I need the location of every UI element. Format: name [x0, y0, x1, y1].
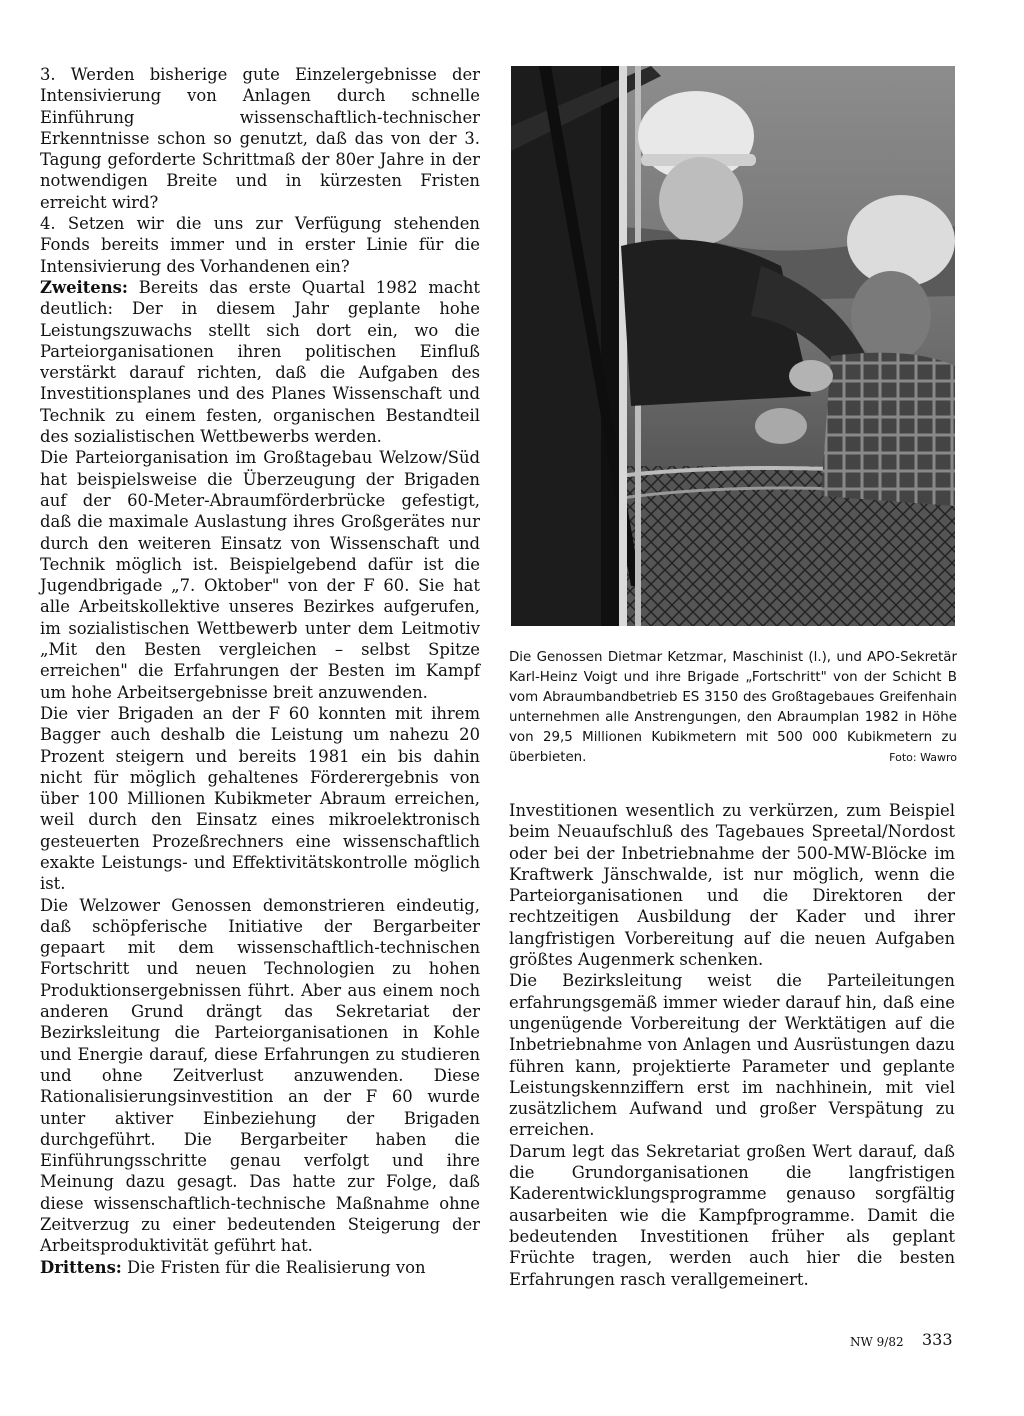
right-text-column [509, 800, 955, 1290]
paragraph: Die vier Brigaden an der F 60 konnten mit ihrem Bagger auch deshalb die Leistung um nahezu 20 Prozent steigern und bereits 1981 ein bis dahin nicht für möglich gehaltenes Förderergebnis von über 100 Millionen Kubikmeter Abraum erreichen, weil durch den Einsatz eines mikroelektronisch gesteuerten Prozeßrechners eine wissenschaftlich exakte Leistungs- und Effektivitätskontrolle möglich ist. [40, 703, 480, 894]
paragraph: Die Parteiorganisation im Großtagebau Welzow/Süd hat beispielsweise die Überzeugung der Brigaden auf der 60-Meter-Abraumförderbrücke gefestigt, daß die maximale Auslastung ihres Großgerätes nur durch den weiteren Einsatz von Wissenschaft und Technik möglich ist. Beispielgebend dafür ist die Jugendbrigade „7. Oktober" von der F 60. Sie hat alle Arbeitskollektive unseres Bezirkes aufgerufen, im sozialistischen Wettbewerb unter dem Leitmotiv „Mit den Besten vergleichen – selbst Spitze erreichen" die Erfahrungen der Besten im Kampf um hohe Arbeitsergebnisse breit anzuwenden. [40, 448, 480, 702]
paragraph [40, 1257, 480, 1278]
paragraph [40, 277, 480, 447]
caption-body: Die Genossen Dietmar Ketzmar, Maschinist (l.), und APO-Sekretär Karl-Heinz Voigt und ihre Brigade „Fortschritt" von der Schicht B vom Abraumbandbetrieb ES 3150 des Großtagebaues Greifenhain unternehmen alle Anstrengungen, den Abraumplan 1982 in Höhe von 29,5 Millionen Kubikmetern mit 500 000 Kubikmetern zu überbieten. [509, 650, 957, 765]
section-lead: Drittens: [40, 1257, 122, 1277]
paragraph-text: Bereits das erste Quartal 1982 macht deutlich: Der in diesem Jahr geplante hohe Leistungszuwachs stellt sich dort ein, wo die Parteiorganisationen ihren politischen Einfluß verstärkt darauf richten, daß die Aufgaben des Investitionsplanes und des Planes Wissenschaft und Technik zu einem festen, organischen Bestandteil des sozialistischen Wettbewerbs werden. [40, 277, 480, 447]
paragraph: Darum legt das Sekretariat großen Wert darauf, daß die Grundorganisationen die langfristigen Kaderentwicklungsprogramme genauso sorgfältig ausarbeiten wie die Kampfprogramme. Damit die bedeutenden Investitionen früher als geplant Früchte tragen, werden auch hier die besten Erfahrungen rasch verallgemeinert. [509, 1141, 955, 1289]
paragraph: 3. Werden bisherige gute Einzelergebnisse der Intensivierung von Anlagen durch schnelle Einführung wissenschaftlich-technischer Erkenntnisse schon so genutzt, daß das von der 3. Tagung geforderte Schrittmaß der 80er Jahre in der notwendigen Breite und in kürzesten Fristen erreicht wird? [40, 65, 480, 212]
left-text-column [40, 64, 480, 1278]
journal-issue: NW 9/82 [850, 1335, 904, 1349]
paragraph: Die Welzower Genossen demonstrieren eindeutig, daß schöpferische Initiative der Bergarbeiter gepaart mit dem wissenschaftlich-technischen Fortschritt und neuen Technologien zu hohen Produktionsergebnissen führt. Aber aus einem noch anderen Grund drängt das Sekretariat der Bezirksleitung die Parteiorganisationen in Kohle und Energie darauf, diese Erfahrungen zu studieren und ohne Zeitverlust anzuwenden. Diese Rationalisierungsinvestition an der F 60 wurde unter aktiver Einbeziehung der Brigaden durchgeführt. Die Bergarbeiter haben die Einführungsschritte genau verfolgt und ihre Meinung dazu gesagt. Das hatte zur Folge, daß diese wissenschaftlich-technische Maßnahme ohne Zeitverzug zu einer bedeutenden Steigerung der Arbeitsproduktivität geführt hat. [40, 895, 480, 1256]
workers-photo [511, 66, 955, 626]
photo-credit: Foto: Wawro [889, 751, 957, 764]
paragraph: 4. Setzen wir die uns zur Verfügung stehenden Fonds bereits immer und in erster Linie für die Intensivierung des Vorhandenen ein? [40, 214, 480, 276]
paragraph-text: Die Fristen für die Realisierung von [121, 1257, 426, 1277]
caption-text [509, 648, 957, 768]
photo-caption [509, 648, 957, 768]
photo-illustration [511, 66, 955, 626]
paragraph: Investitionen wesentlich zu verkürzen, zum Beispiel beim Neuaufschluß des Tagebaues Spreetal/Nordost oder bei der Inbetriebnahme der 500-MW-Blöcke im Kraftwerk Jänschwalde, ist nur möglich, wenn die Parteiorganisationen und die Direktoren der rechtzeitigen Ausbildung der Kader und ihrer langfristigen Vorbereitung auf die neuen Aufgaben größtes Augenmerk schenken. [509, 801, 955, 970]
paragraph: Die Bezirksleitung weist die Parteileitungen erfahrungsgemäß immer wieder darauf hin, daß eine ungenügende Vorbereitung der Werktätigen auf die Inbetriebnahme von Anlagen und Ausrüstungen dazu führen kann, projektierte Parameter und geplante Leistungskennziffern erst im nachhinein, mit viel zusätzlichem Aufwand und großer Verspätung zu erreichen. [509, 971, 955, 1140]
page-number: 333 [922, 1330, 953, 1349]
section-lead: Zweitens: [40, 277, 128, 297]
